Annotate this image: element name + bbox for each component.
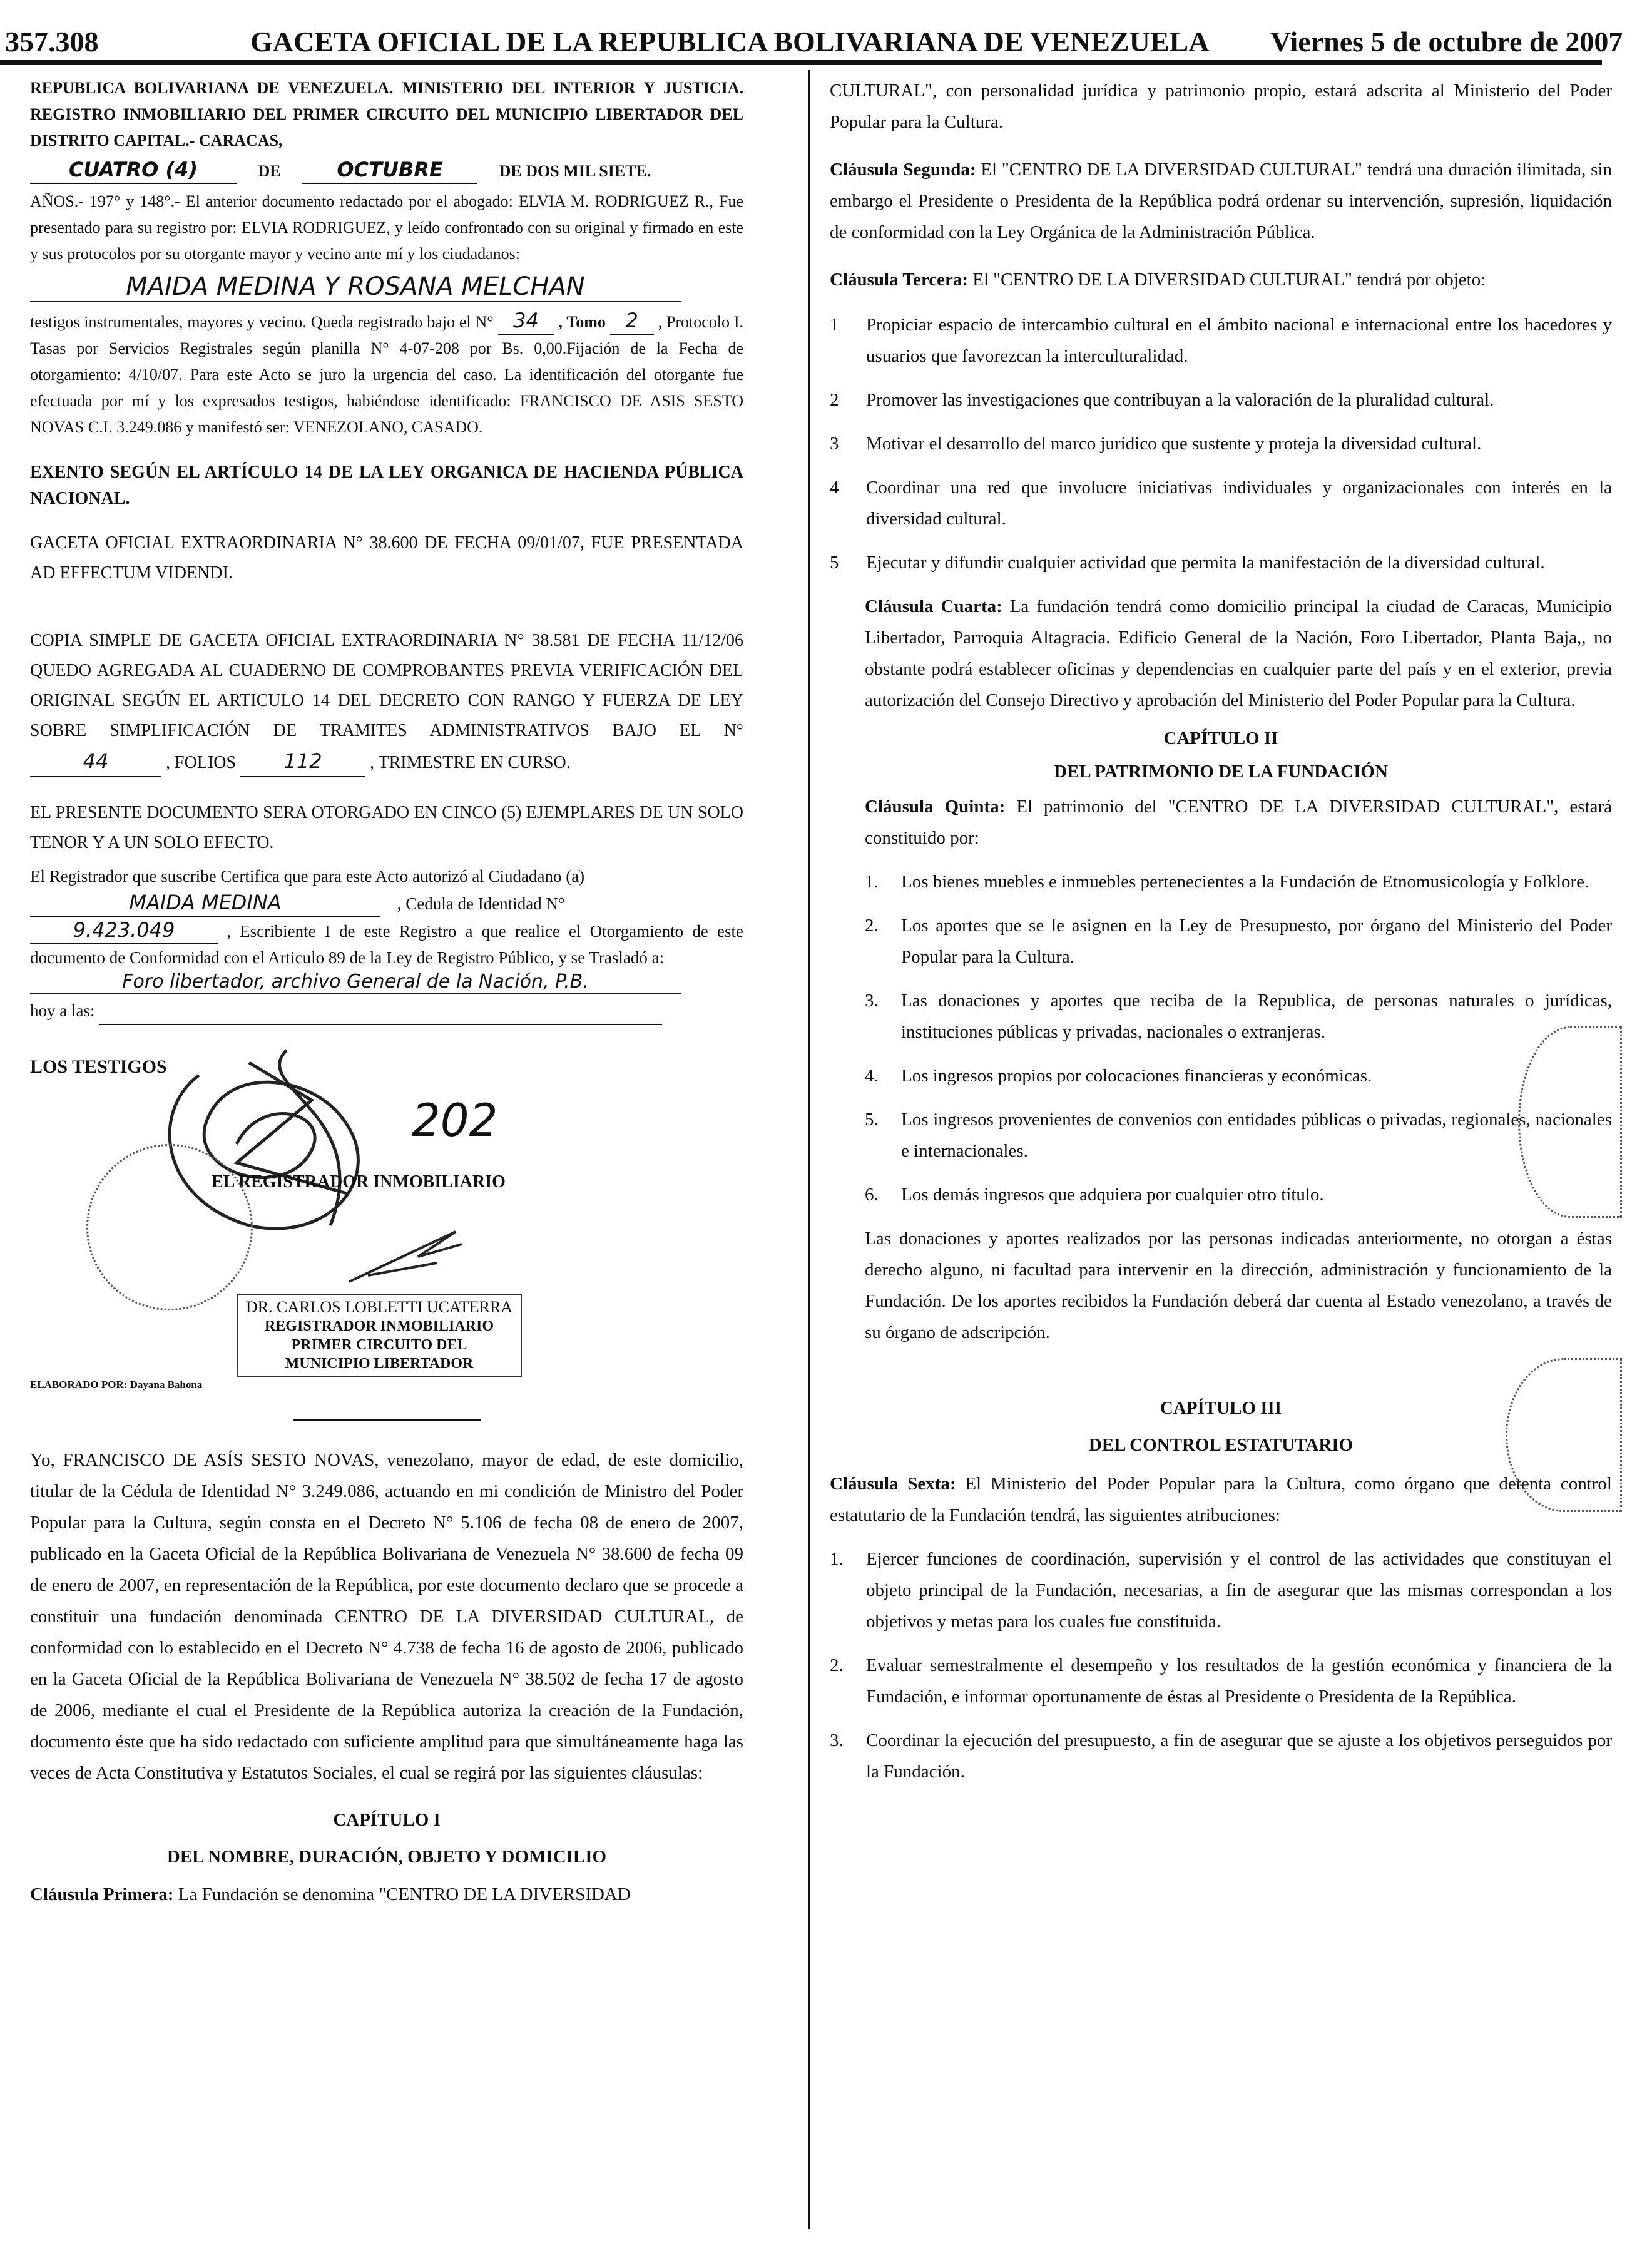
elaborado-por: ELABORADO POR: Dayana Bahona <box>30 1379 203 1391</box>
cert-line-5: hoy a las: <box>30 998 743 1025</box>
divider-line <box>293 1419 481 1421</box>
list-item <box>865 985 1612 1048</box>
cert-line-3: 9.423.049 , Escribiente I de este Registro a que realice el Otorgamiento de este documento de Conformidad con el Articulo 89 de la Ley de Registro Público, y se Trasladó a: <box>30 918 744 967</box>
date-connector: DE <box>258 162 281 180</box>
registrar-signature <box>343 1219 468 1294</box>
list-item-number: 4 <box>830 478 839 498</box>
list-item-text: Los aportes que se le asignen en la Ley de Presupuesto, por órgano del Ministerio del Poder Popular para la Cultura. <box>901 916 1612 967</box>
handwritten-authorized-name: MAIDA MEDINA <box>30 889 380 917</box>
list-item-number: 2. <box>830 1655 844 1675</box>
list-item-number: 1. <box>865 872 879 892</box>
clause-6: Cláusula Sexta: El Ministerio del Poder Popular para la Cultura, como órgano que detenta control estatutario de la Fundación tendrá, las siguientes atribuciones: <box>830 1474 1612 1525</box>
list-item <box>830 547 1612 578</box>
handwritten-cedula: 9.423.049 <box>30 917 218 944</box>
list-item <box>830 1725 1612 1787</box>
list-item-text: Evaluar semestralmente el desempeño y los resultados de la gestión económica y financiera de la Fundación, e informar oportunamente de éstas al Presidente o Presidenta de la República. <box>866 1655 1612 1707</box>
chapter-1-title: CAPÍTULO I <box>333 1810 441 1830</box>
donations-paragraph: Las donaciones y aportes realizados por las personas indicadas anteriormente, no otorgan a éstas derecho alguno, ni facultad para intervenir en la dirección, administración y funcionamiento de la Fundación. De los aportes recibidos la Fundación deberá dar cuenta al Estado venezolano, a través de su órgano de adscripción. <box>865 1229 1612 1342</box>
clause-4: Cláusula Cuarta: La fundación tendrá como domicilio principal la ciudad de Caracas, Municipio Libertador, Parroquia Altagracia. Edificio General de la Nación, Foro Libertador, Planta Baja,, no obstante podrá establecer oficinas y dependencias en cualquier parte del país y en el exterior, previa autorización del Consejo Directivo y aprobación del Ministerio del Poder Popular para la Cultura. <box>865 596 1612 710</box>
side-seal-right-2 <box>1506 1358 1622 1512</box>
gaceta-note: GACETA OFICIAL EXTRAORDINARIA N° 38.600 DE FECHA 09/01/07, FUE PRESENTADA AD EFFECTUM VIDENDI. <box>30 533 743 583</box>
registrar-name: DR. CARLOS LOBLETTI UCATERRA <box>245 1298 513 1316</box>
copia-note: COPIA SIMPLE DE GACETA OFICIAL EXTRAORDINARIA N° 38.581 DE FECHA 11/12/06 QUEDO AGREGADA AL CUADERNO DE COMPROBANTES PREVIA VERIFICACIÓN DEL ORIGINAL SEGÚN EL ARTICULO 14 DEL DECRETO CON RANGO Y FUERZA DE LEY SOBRE SIMPLIFICACIÓN DE TRAMITES ADMINISTRATIVOS BAJO EL N° 44 , FOLIOS 112 , TRIMESTRE EN CURSO. <box>30 626 743 778</box>
list-item <box>830 384 1612 416</box>
page-header <box>0 25 1652 63</box>
list-item-text: Motivar el desarrollo del marco jurídico que sustente y proteja la diversidad cultural. <box>866 434 1482 454</box>
header-rule <box>0 60 1602 65</box>
chapter-2-title: CAPÍTULO II <box>1163 728 1278 748</box>
patrimony-list <box>830 866 1612 1210</box>
handwritten-location: Foro libertador, archivo General de la Nación, P.B. <box>30 971 681 994</box>
list-item <box>830 309 1612 372</box>
objectives-list <box>830 309 1612 578</box>
list-item <box>830 1650 1612 1712</box>
list-item-text: Promover las investigaciones que contribuyan a la valoración de la pluralidad cultural. <box>866 390 1494 410</box>
cert-line-1: El Registrador que suscribe Certifica que para este Acto autorizó al Ciudadano (a) <box>30 867 585 886</box>
handwritten-witnesses: MAIDA MEDINA Y ROSANA MELCHAN <box>30 272 681 302</box>
chapter-3-subtitle: DEL CONTROL ESTATUTARIO <box>1088 1435 1354 1455</box>
registrar-title: REGISTRADOR INMOBILIARIO <box>264 1318 494 1334</box>
handwritten-tomo: 2 <box>610 307 654 335</box>
handwritten-copia-number: 44 <box>30 746 161 777</box>
clause-2: Cláusula Segunda: El "CENTRO DE LA DIVERSIDAD CULTURAL" tendrá una duración ilimitada, sin embargo el Presidente o Presidenta de la República podrá ordenar su intervención, supresión, liquidación de conformidad con la Ley Orgánica de la Administración Pública. <box>830 160 1612 242</box>
gazette-title: GACETA OFICIAL DE LA REPUBLICA BOLIVARIANA DE VENEZUELA <box>250 26 1210 58</box>
registrar-label: EL REGISTRADOR INMOBILIARIO <box>212 1172 506 1192</box>
registry-heading: REPUBLICA BOLIVARIANA DE VENEZUELA. MINISTERIO DEL INTERIOR Y JUSTICIA. REGISTRO INMOBILIARIO DEL PRIMER CIRCUITO DEL MUNICIPIO LIBERTADOR DEL DISTRITO CAPITAL.- CARACAS, <box>30 79 743 150</box>
list-item-number: 5. <box>865 1110 879 1130</box>
handwritten-month: OCTUBRE <box>302 156 477 184</box>
cert-line-4 <box>30 971 743 994</box>
list-item-text: Los bienes muebles e inmuebles pertenecientes a la Fundación de Etnomusicología y Folklore. <box>901 872 1589 892</box>
presente-note: EL PRESENTE DOCUMENTO SERA OTORGADO EN CINCO (5) EJEMPLARES DE UN SOLO TENOR Y A UN SOLO EFECTO. <box>30 803 743 852</box>
chapter-3-title: CAPÍTULO III <box>1160 1398 1282 1418</box>
list-item-text: Coordinar la ejecución del presupuesto, a fin de asegurar que se ajuste a los objetivos perseguidos por la Fundación. <box>866 1730 1612 1782</box>
signature-number: 202 <box>412 1094 498 1147</box>
list-item <box>830 1543 1612 1637</box>
clause-1-continued: CULTURAL", con personalidad jurídica y patrimonio propio, estará adscrita al Ministerio del Poder Popular para la Cultura. <box>830 81 1612 132</box>
column-divider <box>808 70 810 2229</box>
attributions-list <box>830 1543 1612 1787</box>
side-seal-right-1 <box>1518 1026 1622 1218</box>
list-item <box>865 1060 1612 1091</box>
issue-date: Viernes 5 de octubre de 2007 <box>1270 26 1623 58</box>
list-item-number: 1 <box>830 315 839 335</box>
list-item <box>830 472 1612 534</box>
exento-text: EXENTO SEGÚN EL ARTÍCULO 14 DE LA LEY ORGANICA DE HACIENDA PÚBLICA NACIONAL. <box>30 462 743 508</box>
clause-3: Cláusula Tercera: El "CENTRO DE LA DIVERSIDAD CULTURAL" tendrá por objeto: <box>830 270 1486 290</box>
time-blank <box>99 998 662 1025</box>
list-item-number: 2. <box>865 916 879 936</box>
registrar-municipality: MUNICIPIO LIBERTADOR <box>285 1356 474 1372</box>
list-item-number: 6. <box>865 1185 879 1205</box>
list-item-text: Ejercer funciones de coordinación, supervisión y el control de las actividades que constituyan el objeto principal de la Fundación, necesarias, a fin de asegurar que las mismas correspondan a los objetivos y metas para los cuales fue constituida. <box>866 1549 1612 1632</box>
chapter-1-subtitle: DEL NOMBRE, DURACIÓN, OBJETO Y DOMICILIO <box>166 1847 607 1867</box>
list-item-text: Los demás ingresos que adquiera por cualquier otro título. <box>901 1185 1324 1205</box>
clause-5: Cláusula Quinta: El patrimonio del "CENTRO DE LA DIVERSIDAD CULTURAL", estará constituido por: <box>865 797 1612 848</box>
list-item <box>865 910 1612 973</box>
handwritten-folios: 112 <box>240 746 365 777</box>
registry-presentation-text: AÑOS.- 197° y 148°.- El anterior documento redactado por el abogado: ELVIA M. RODRIGUEZ R., Fue presentado para su registro por: ELVIA RODRIGUEZ, y leído confrontado con su original y firmado en este y sus protocolos por su otorgante mayor y vecino ante mí y los ciudadanos: <box>30 192 743 263</box>
signature-block <box>30 1038 743 1426</box>
list-item-number: 3 <box>830 434 839 454</box>
list-item-number: 2 <box>830 390 839 410</box>
list-item-text: Propiciar espacio de intercambio cultural en el ámbito nacional e internacional entre los hacedores y usuarios que favorezcan la interculturalidad. <box>866 315 1612 366</box>
list-item-text: Los ingresos propios por colocaciones financieras y económicas. <box>901 1066 1372 1086</box>
handwritten-record-number: 34 <box>498 307 554 335</box>
chapter-2-subtitle: DEL PATRIMONIO DE LA FUNDACIÓN <box>1054 762 1388 782</box>
list-item-text: Coordinar una red que involucre iniciativas individuales y organizacionales con interés en la diversidad cultural. <box>866 478 1612 529</box>
list-item-text: Las donaciones y aportes que reciba de la Republica, de personas naturales o jurídicas, instituciones públicas y privadas, nacionales o extranjeras. <box>901 991 1612 1042</box>
list-item-text: Los ingresos provenientes de convenios con entidades públicas o privadas, regionales, nacionales e internacionales. <box>901 1110 1612 1161</box>
left-column <box>30 75 743 1910</box>
registrar-stamp <box>237 1294 522 1377</box>
clause-1: Cláusula Primera: La Fundación se denomina "CENTRO DE LA DIVERSIDAD <box>30 1884 631 1904</box>
cert-line-2: MAIDA MEDINA , Cedula de Identidad N° <box>30 889 743 917</box>
registry-date-line <box>30 156 743 185</box>
list-item <box>865 1179 1612 1210</box>
date-year-text: DE DOS MIL SIETE. <box>499 162 651 180</box>
list-item-number: 3. <box>830 1730 844 1750</box>
registry-circular-seal <box>86 1144 253 1310</box>
list-item <box>865 1104 1612 1167</box>
list-item-number: 5 <box>830 553 839 573</box>
list-item-number: 1. <box>830 1549 844 1569</box>
handwritten-day: CUATRO (4) <box>30 156 237 184</box>
witnesses-label: LOS TESTIGOS <box>30 1056 167 1077</box>
list-item <box>865 866 1612 897</box>
page-number: 357.308 <box>5 26 99 58</box>
registrar-circuit: PRIMER CIRCUITO DEL <box>291 1337 467 1353</box>
list-item-number: 4. <box>865 1066 879 1086</box>
list-item-text: Ejecutar y difundir cualquier actividad que permita la manifestación de la diversidad cultural. <box>866 553 1545 573</box>
list-item-number: 3. <box>865 991 879 1011</box>
list-item <box>830 428 1612 459</box>
right-column <box>830 75 1612 1800</box>
declaration-paragraph: Yo, FRANCISCO DE ASÍS SESTO NOVAS, venezolano, mayor de edad, de este domicilio, titular de la Cédula de Identidad N° 3.249.086, actuando en mi condición de Ministro del Poder Popular para la Cultura, según consta en el Decreto N° 5.106 de fecha 08 de enero de 2007, publicado en la Gaceta Oficial de la República Bolivariana de Venezuela N° 38.600 de fecha 09 de enero de 2007, en representación de la República, por este documento declaro que se procede a constituir una fundación denominada CENTRO DE LA DIVERSIDAD CULTURAL, de conformidad con lo establecido en el Decreto N° 4.738 de fecha 16 de agosto de 2006, publicado en la Gaceta Oficial de la República Bolivariana de Venezuela N° 38.502 de fecha 17 de agosto de 2006, mediante el cual el Presidente de la República autoriza la creación de la Fundación, documento éste que ha sido redactado con suficiente amplitud para que simultáneamente haga las veces de Acta Constitutiva y Estatutos Sociales, el cual se regirá por las siguientes cláusulas: <box>30 1450 743 1783</box>
registry-record-text: testigos instrumentales, mayores y vecino. Queda registrado bajo el N° 34 , Tomo 2 , Protocolo I. Tasas por Servicios Registrales según planilla N° 4-07-208 por Bs. 0,00.Fijación de la Fecha de otorgamiento: 4/10/07. Para este Acto se juro la urgencia del caso. La identificación del otorgante fue efectuada por mí y los expresados testigos, habiéndose identificado: FRANCISCO DE ASIS SESTO NOVAS C.I. 3.249.086 y manifestó ser: VENEZOLANO, CASADO. <box>30 309 744 436</box>
witness-names-line <box>30 272 743 302</box>
